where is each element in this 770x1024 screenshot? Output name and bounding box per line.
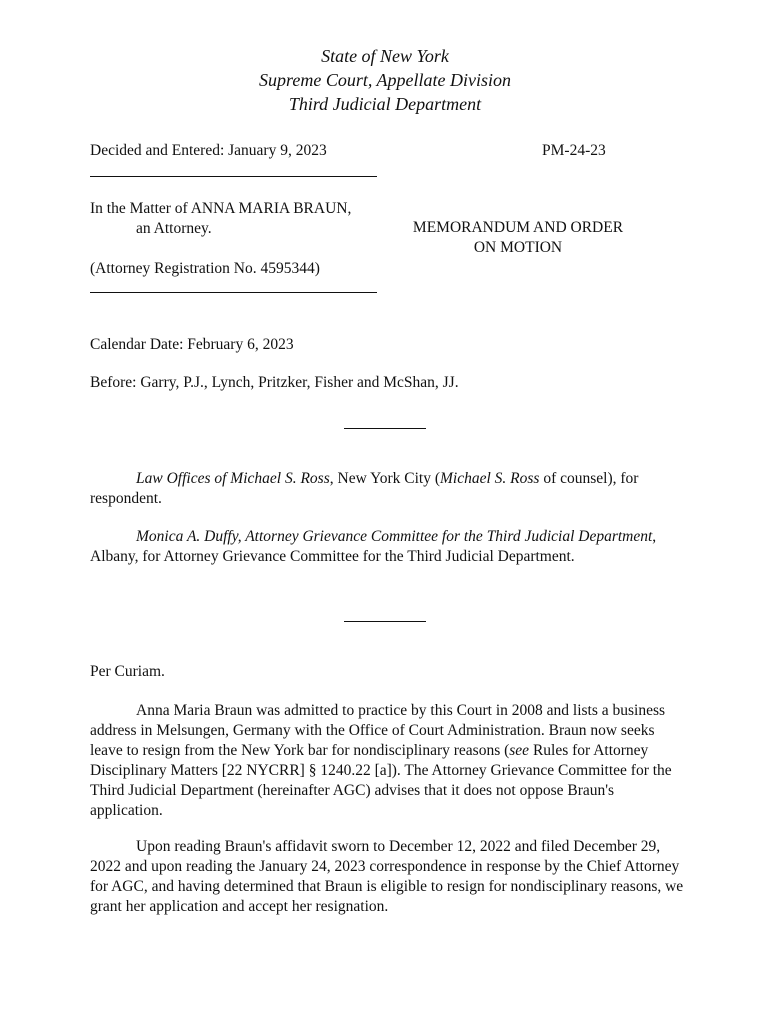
heading-department: Third Judicial Department: [288, 94, 482, 114]
heading-state: State of New York: [321, 46, 449, 66]
section-divider-1: [344, 428, 426, 429]
paragraph-1-text-b: Rules for Attorney Disciplinary Matters [22 NYCRR] § 1240.22 [a]). The Attorney Grievance Committee for the Third Judicial Department (hereinafter AGC) advises that it does not oppose Braun's application.: [90, 742, 672, 819]
matter-line-1: In the Matter of ANNA MARIA BRAUN,: [90, 200, 352, 217]
per-curiam: Per Curiam.: [90, 663, 165, 680]
docket-number: PM-24-23: [542, 142, 606, 159]
opinion-paragraph-2: Upon reading Braun's affidavit sworn to December 12, 2022 and filed December 29, 2022 and upon reading the January 24, 2023 correspondence in response by the Chief Attorney for AGC, and having determined that Braun is eligible to resign for nondisciplinary reasons, we grant her application and accept her resignation.: [90, 838, 684, 915]
matter-line-2: an Attorney.: [136, 220, 212, 237]
caption-rule-bottom: [90, 292, 377, 293]
section-divider-2: [344, 621, 426, 622]
order-title-line-1: MEMORANDUM AND ORDER: [412, 219, 624, 236]
order-title: [400, 218, 636, 258]
agc-name: Monica A. Duffy, Attorney Grievance Committee for the Third Judicial Department: [136, 528, 653, 545]
respondent-firm: Law Offices of Michael S. Ross: [136, 470, 330, 487]
respondent-attorney: Michael S. Ross: [439, 470, 540, 487]
court-heading: [0, 44, 770, 116]
decided-date: Decided and Entered: January 9, 2023: [90, 142, 327, 159]
agc-counsel: [90, 527, 685, 567]
caption-rule-top: [90, 176, 377, 177]
registration-number: (Attorney Registration No. 4595344): [90, 260, 320, 277]
respondent-text-2: of counsel), for respondent.: [90, 470, 639, 507]
heading-court: Supreme Court, Appellate Division: [259, 70, 511, 90]
respondent-text-1: , New York City (: [329, 470, 440, 487]
paragraph-1-text-a: Anna Maria Braun was admitted to practice by this Court in 2008 and lists a business address in Melsungen, Germany with the Office of Court Administration. Braun now seeks leave to resign from the New York bar for nondisciplinary reasons (: [90, 702, 666, 759]
calendar-date: Calendar Date: February 6, 2023: [90, 336, 294, 353]
paragraph-1-see: see: [509, 742, 530, 759]
agc-text: , Albany, for Attorney Grievance Committee for the Third Judicial Department.: [90, 528, 657, 565]
panel-before: Before: Garry, P.J., Lynch, Pritzker, Fisher and McShan, JJ.: [90, 374, 459, 391]
respondent-counsel: [90, 469, 685, 509]
opinion-paragraph-1: [90, 701, 685, 821]
order-title-line-2: ON MOTION: [473, 239, 563, 256]
